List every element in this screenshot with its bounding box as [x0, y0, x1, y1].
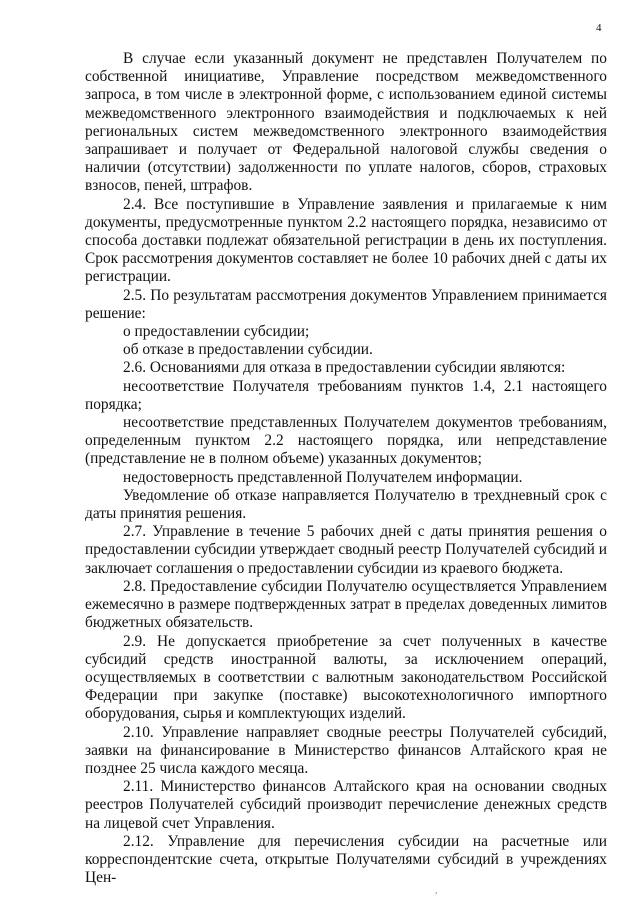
paragraph-2-12: 2.12. Управление для перечисления субсидии на расчетные или корреспондентские счета, открытые Получателями субсидий в учреждениях Цен- — [85, 832, 607, 887]
list-item-grant-subsidy: о предоставлении субсидии; — [123, 323, 310, 341]
paragraph-2-7: 2.7. Управление в течение 5 рабочих дней с даты принятия решения о предоставлении субсидии утверждает сводный реестр Получателей субсидий и заключает соглашения о предоставлении субсидии из краевого бюджета. — [85, 523, 607, 577]
paragraph-2-5: 2.5. По результатам рассмотрения документов Управлением принимается решение: — [85, 286, 607, 322]
paragraph-fns-request: В случае если указанный документ не представлен Получателем по собственной инициативе, Управление посредством межведомственного запроса, в том числе в электронной форме, с использованием единой системы межведомственного электронного взаимодействия и подключаемых к ней региональных систем межведомственного электронного взаимодействия запрашивает и получает от Федеральной налоговой службы сведения о наличии (отсутствии) задолженности по уплате налогов, сборов, страховых взносов, пеней, штрафов. — [85, 50, 607, 195]
paragraph-2-9: 2.9. Не допускается приобретение за счет полученных в качестве субсидий средств иностранной валюты, за исключением операций, осуществляемых в соответствии с валютным законодательством Российской Федерации при закупке (поставке) высокотехнологичного импортного оборудования, сырья и комплектующих изделий. — [85, 632, 607, 723]
paragraph-2-8: 2.8. Предоставление субсидии Получателю осуществляется Управлением ежемесячно в размере подтвержденных затрат в пределах доведенных лимитов бюджетных обязательств. — [85, 577, 607, 632]
scan-mark: , — [435, 885, 438, 896]
list-item-refusal-ground-1: несоответствие Получателя требованиям пунктов 1.4, 2.1 настоящего порядка; — [85, 377, 607, 413]
list-item-refusal-ground-3: недостоверность представленной Получателем информации. — [123, 468, 523, 486]
page-number: 4 — [596, 22, 602, 34]
list-item-refuse-subsidy: об отказе в предоставлении субсидии. — [123, 341, 373, 359]
paragraph-refusal-notice: Уведомление об отказе направляется Получателю в трехдневный срок с даты принятия решения. — [85, 486, 607, 523]
list-item-refusal-ground-2: несоответствие представленных Получателем документов требованиям, определенным пунктом 2.2 настоящего порядка, или непредставление (представление не в полном объеме) указанных документов; — [85, 414, 607, 468]
document-body — [85, 50, 607, 887]
paragraph-2-6: 2.6. Основаниями для отказа в предоставлении субсидии являются: — [123, 359, 566, 377]
paragraph-2-10: 2.10. Управление направляет сводные реестры Получателей субсидий, заявки на финансирование в Министерство финансов Алтайского края не позднее 25 числа каждого месяца. — [85, 723, 607, 777]
paragraph-2-4: 2.4. Все поступившие в Управление заявления и прилагаемые к ним документы, предусмотренные пунктом 2.2 настоящего порядка, независимо от способа доставки подлежат обязательной регистрации в день их поступления. Срок рассмотрения документов составляет не более 10 рабочих дней с даты их регистрации. — [85, 195, 607, 286]
paragraph-2-11: 2.11. Министерство финансов Алтайского края на основании сводных реестров Получателей субсидий производит перечисление денежных средств на лицевой счет Управления. — [85, 778, 607, 832]
